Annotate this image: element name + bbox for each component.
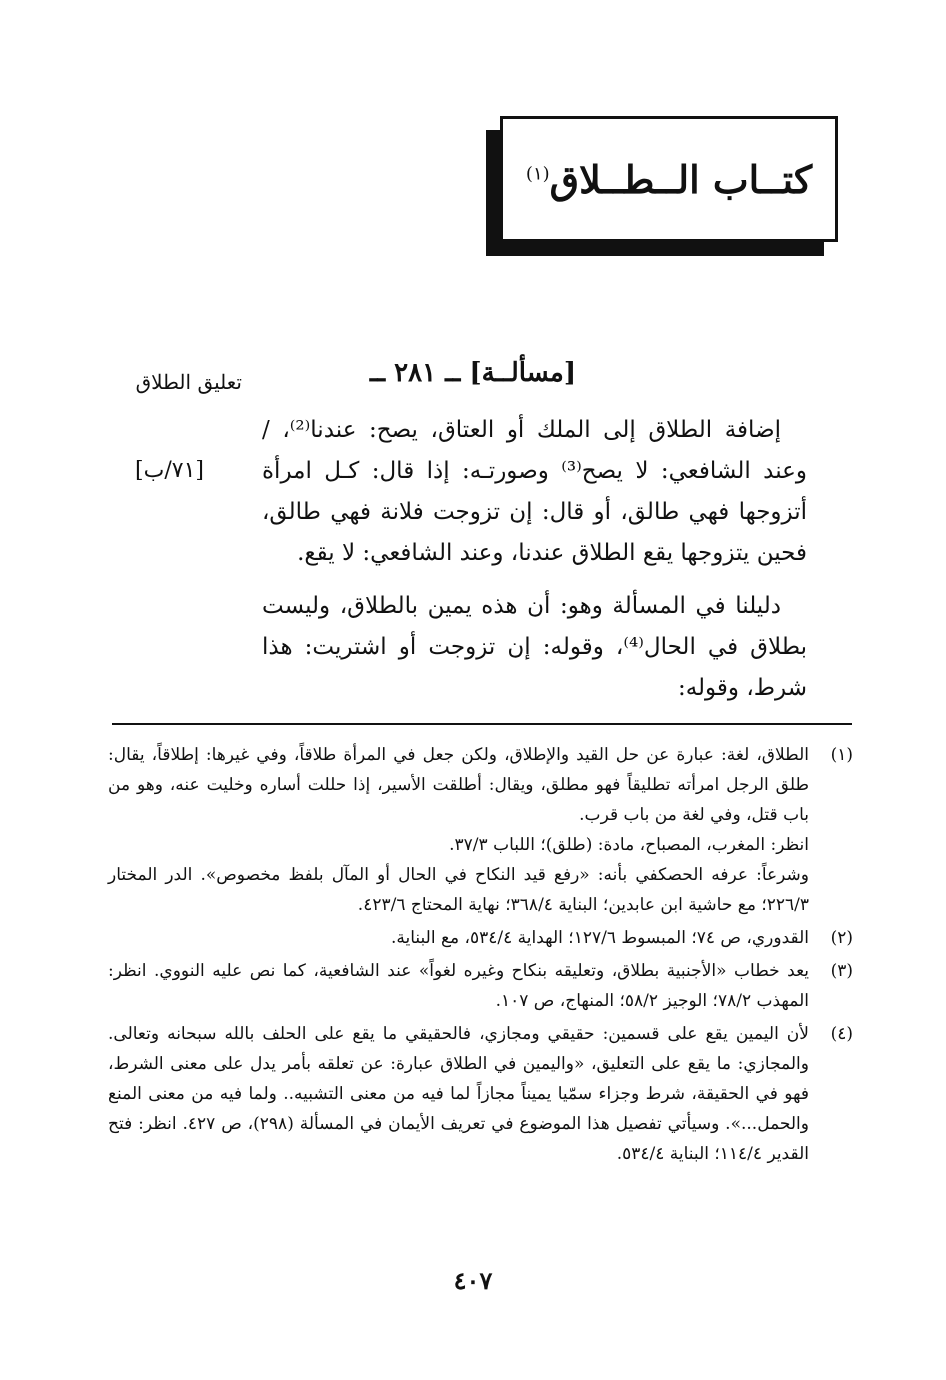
page-number: ٤٠٧: [453, 1266, 493, 1295]
chapter-title: [526, 157, 812, 202]
footnote-number: (٤): [830, 1024, 853, 1044]
main-paragraph: دليلنا في المسألة وهو: أن هذه يمين بالطلاق، وليست بطلاق في الحال⁽⁴⁾، وقوله: إن تزوجت أو اشتريت: هذا شرط، وقوله:: [262, 593, 807, 701]
side-label: تعليق الطلاق: [135, 370, 242, 394]
footnote-3: [108, 956, 853, 1016]
footnote-number: (٣): [830, 961, 853, 981]
footnote-2: [108, 923, 853, 953]
footnote-line: انظر: المغرب، المصباح، مادة: (طلق)؛ اللباب ٣٧/٣.: [449, 835, 809, 855]
issue-header: [مسألــة] ــ ٢٨١ ــ: [369, 358, 577, 388]
footnotes: [108, 740, 853, 1172]
main-paragraph: إضافة الطلاق إلى الملك أو العتاق، يصح: عندنا⁽²⁾، / وعند الشافعي: لا يصح⁽³⁾ وصورتـه: إذا قال: كـل امرأة أتزوجها فهي طالق، أو قال: إن تزوجت فلانة فهي طالق، فحين يتزوجها يقع الطلاق عندنا، وعند الشافعي: لا يقع.: [262, 417, 808, 566]
footnote-line: لأن اليمين يقع على قسمين: حقيقي ومجازي، فالحقيقي ما يقع على الحلف بالله سبحانه وتعالى. والمجازي: ما يقع على التعليق، «واليمين في الطلاق عبارة: عن تعلقه بأمر يدل على معنى الشرط، فهو في الحقيقة، شرط وجزاء سمّيا يميناً مجازاً لما فيه من معنى التشبيه.. ولما فيه من معنى المنع والحمل...». وسيأتي تفصيل هذا الموضوع في تعريف الأيمان في المسألة (٢٩٨)، ص ٤٢٧. انظر: فتح القدير ١١٤/٤؛ البناية ٥٣٤/٤.: [108, 1024, 809, 1164]
footnote-line: يعد خطاب «الأجنبية بطلاق، وتعليقه بنكاح وغيره لغواً» عند الشافعية، كما نص عليه النووي. انظر: المهذب ٧٨/٢؛ الوجيز ٥٨/٢؛ المنهاج، ص ١٠٧.: [108, 961, 809, 1011]
footnote-divider: [112, 723, 852, 725]
margin-folio-ref: [٧١/ب]: [135, 458, 204, 483]
footnote-line: القدوري، ص ٧٤؛ المبسوط ١٢٧/٦؛ الهداية ٥٣٤/٤، مع البناية.: [390, 928, 809, 948]
footnote-line: وشرعاً: عرفه الحصكفي بأنه: «رفع قيد النكاح في الحال أو المآل بلفظ مخصوص». الدر المختار ٢٢٦/٣؛ مع حاشية ابن عابدين؛ البناية ٣٦٨/٤؛ نهاية المحتاج ٤٢٣/٦.: [108, 865, 809, 915]
chapter-title-footnote-ref: (١): [525, 162, 550, 184]
footnote-1: [108, 740, 853, 920]
chapter-title-box: [500, 116, 838, 242]
chapter-title-text: كتــاب الــطــلاق: [549, 156, 813, 202]
footnote-number: (٢): [830, 928, 853, 948]
footnote-line: الطلاق، لغة: عبارة عن حل القيد والإطلاق، ولكن جعل في المرأة طلاقاً، وفي غيرها: إطلاقاً، يقال: طلق الرجل امرأته تطليقاً فهو مطلق، ويقال: أطلقت الأسير، إذا حللت أساره وخليت عنه، وهو من باب قتل، وفي لغة من باب قرب.: [108, 745, 809, 825]
footnote-number: (١): [830, 745, 853, 765]
main-text: [262, 410, 807, 709]
footnote-4: [108, 1019, 853, 1169]
